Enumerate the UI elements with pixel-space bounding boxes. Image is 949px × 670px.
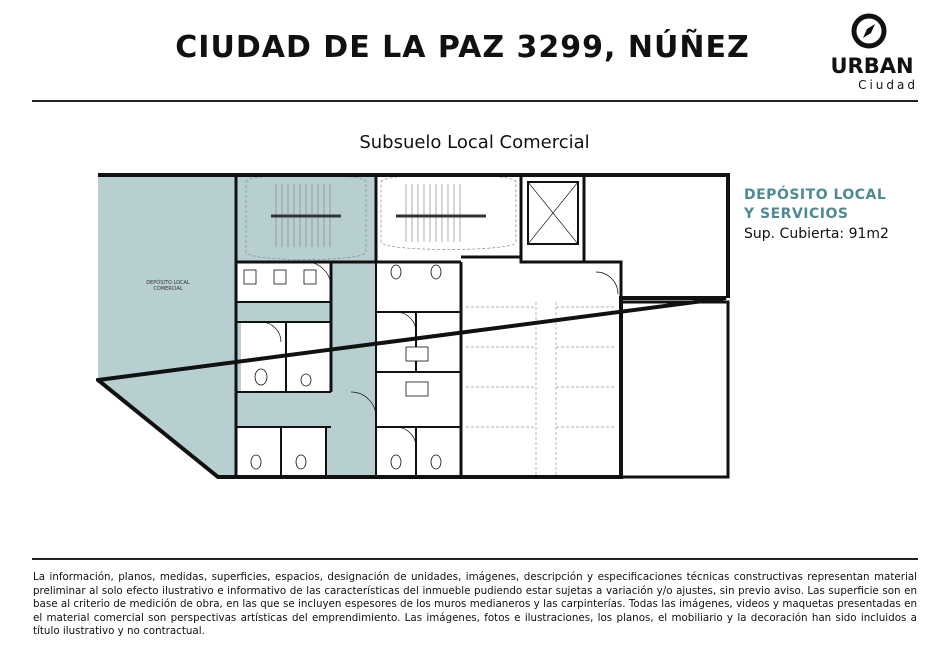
- logo-sub: Ciudad: [858, 78, 918, 92]
- legend-title-2: Y SERVICIOS: [744, 206, 849, 222]
- page-title-text: CIUDAD DE LA PAZ 3299, NÚÑEZ: [175, 30, 750, 65]
- logo-brand: URBAN: [830, 54, 914, 78]
- legend-title-1: DEPÓSITO LOCAL: [744, 187, 887, 203]
- urban-ciudad-logo: [826, 12, 918, 94]
- plan-subtitle: Subsuelo Local Comercial: [359, 132, 590, 153]
- elevator: [528, 182, 578, 244]
- deposito-room-label-2: COMERCIAL: [153, 286, 183, 292]
- legend-area: Sup. Cubierta: 91m2: [744, 226, 889, 242]
- floor-plan: [96, 172, 730, 480]
- compass-icon: [850, 12, 888, 50]
- page-title: [0, 30, 949, 65]
- area-legend: [744, 186, 889, 245]
- legal-disclaimer: La información, planos, medidas, superficies, espacios, designación de unidades, imágenes, descripción y especificaciones técnicas constructivas representan material preliminar al solo efecto ilustrativo e informativo de las características del inmueble pudiendo estar sujetas a variación y/o ajustes, sin previo aviso. Las superficie son en base al criterio de medición de obra, en las que se incluyen espesores de los muros medianeros y las carpinterías. Todas las imágenes, videos y maquetas presentadas en el material comercial son perspectivas artísticas del emprendimiento. Las imágenes, fotos e ilustraciones, los planos, el mobiliario y la decoración han sido incluidos a título ilustrativo y no contractual.: [33, 571, 917, 638]
- staircase-right: [381, 175, 516, 250]
- footer-divider: [32, 558, 918, 560]
- header-divider: [32, 100, 918, 102]
- deposito-local-area: [98, 175, 236, 477]
- deposito-room-label: DEPÓSITO LOCAL: [146, 280, 190, 286]
